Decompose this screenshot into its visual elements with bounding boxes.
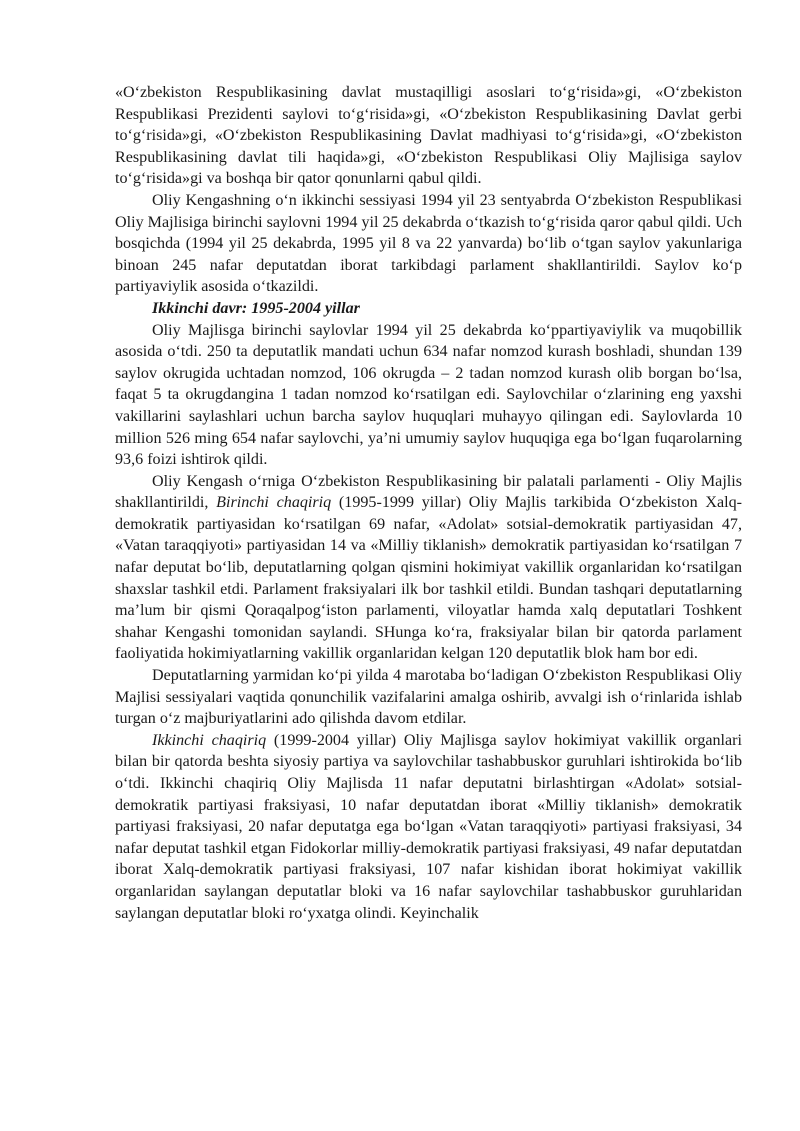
paragraph-laws: «O‘zbekiston Respublikasining davlat mustaqilligi asoslari to‘g‘risida»gi, «O‘zbekiston Respublikasi Prezidenti saylovi to‘g‘risida»gi, «O‘zbekiston Respublikasining Davlat gerbi to‘g‘risida»gi, «O‘zbekiston Respublikasining Davlat madhiyasi to‘g‘risida»gi, «O‘zbekiston Respublikasining davlat tili haqida»gi, «O‘zbekiston Respublikasi Oliy Majlisiga saylov to‘g‘risida»gi va boshqa bir qator qonunlarni qabul qildi. bbox=[115, 84, 742, 188]
section-heading: Ikkinchi davr: 1995-2004 yillar bbox=[152, 299, 360, 317]
second-convocation-term: Ikkinchi chaqiriq bbox=[152, 731, 267, 749]
paragraph-first-convocation-before: Oliy Kengash o‘rniga O‘zbekiston Respublikasining bir palatali parlamenti - Oliy Majlis shakllantirildi, bbox=[115, 472, 742, 512]
paragraph-first-convocation bbox=[115, 471, 742, 665]
paragraph-second-convocation-after: (1999-2004 yillar) Oliy Majlisga saylov hokimiyat vakillik organlari bilan bir qatorda beshta siyosiy partiya va saylovchilar tashabbuskor guruhlari ishtirokida bo‘lib o‘tdi. Ikkinchi chaqiriq Oliy Majlisda 11 nafar deputatni birlashtirgan «Adolat» sotsial-demokratik partiyasi fraksiyasi, 10 nafar deputatdan iborat «Milliy tiklanish» demokratik partiyasi fraksiyasi, 20 nafar deputatga ega bo‘lgan «Vatan taraqqiyoti» partiyasi fraksiyasi, 34 nafar deputat tashkil etgan Fidokorlar milliy-demokratik partiyasi fraksiyasi, 49 nafar deputatdan iborat Xalq-demokratik partiyasi fraksiyasi, 107 nafar kishidan iborat hokimiyat vakillik organlaridan saylangan deputatlar bloki va 16 nafar saylovchilar tashabbuskor guruhlaridan saylangan deputatlar bloki ro‘yxatga olindi. Keyinchalik bbox=[115, 731, 742, 922]
paragraph-second-convocation bbox=[115, 730, 742, 924]
paragraph-election-results: Oliy Majlisga birinchi saylovlar 1994 yil 25 dekabrda ko‘ppartiyaviylik va muqobillik asosida o‘tdi. 250 ta deputatlik mandati uchun 634 nafar nomzod kurash boshladi, shundan 139 saylov okrugida uchtadan nomzod, 106 okrugda – 2 tadan nomzod kurash olib borgan bo‘lsa, faqat 5 ta okrugdangina 1 tadan nomzod ko‘rsatilgan edi. Saylovchilar o‘zlarining eng yaxshi vakillarini saylashlari uchun barcha saylov huquqlari muhayyo qilingan edi. Saylovlarda 10 million 526 ming 654 nafar saylovchi, ya’ni umumiy saylov huquqiga ega bo‘lgan fuqarolarning 93,6 foizi ishtirok qildi. bbox=[115, 321, 742, 469]
first-convocation-term: Birinchi chaqiriq bbox=[216, 494, 332, 512]
document-body bbox=[115, 82, 742, 924]
paragraph-first-convocation-after: (1995-1999 yillar) Oliy Majlis tarkibida O‘zbekiston Xalq-demokratik partiyasidan ko‘rsatilgan 69 nafar, «Adolat» sotsial-demokratik partiyasidan 47, «Vatan taraqqiyoti» partiyasidan 14 va «Milliy tiklanish» demokratik partiyasidan ko‘rsatilgan 7 nafar deputat bo‘lib, deputatlarning qolgan qismini hokimiyat vakillik organlaridan ko‘rsatilgan shaxslar tashkil etdi. Parlament fraksiyalari ilk bor tashkil etildi. Bundan tashqari deputatlarning ma’lum bir qismi Qoraqalpog‘iston parlamenti, viloyatlar hamda xalq deputatlari Toshkent shahar Kengashi tomonidan saylandi. SHunga ko‘ra, fraksiyalar bilan bir qatorda parlament faoliyatida hokimiyatlarning vakillik organlaridan kelgan 120 deputatlik blok ham bor edi. bbox=[115, 494, 742, 663]
paragraph-deputies-duties: Deputatlarning yarmidan ko‘pi yilda 4 marotaba bo‘ladigan O‘zbekiston Respublikasi Oliy Majlisi sessiyalari vaqtida qonunchilik vazifalarini amalga oshirib, avvalgi ish o‘rinlarida ishlab turgan o‘z majburiyatlarini ado qilishda davom etdilar. bbox=[115, 667, 742, 728]
paragraph-first-election: Oliy Kengashning o‘n ikkinchi sessiyasi 1994 yil 23 sentyabrda O‘zbekiston Respublikasi Oliy Majlisiga birinchi saylovni 1994 yil 25 dekabrda o‘tkazish to‘g‘risida qaror qabul qildi. Uch bosqichda (1994 yil 25 dekabrda, 1995 yil 8 va 22 yanvarda) bo‘lib o‘tgan saylov yakunlariga binoan 245 nafar deputatdan iborat tarkibdagi parlament shakllantirildi. Saylov ko‘p partiyaviylik asosida o‘tkazildi. bbox=[115, 191, 742, 296]
